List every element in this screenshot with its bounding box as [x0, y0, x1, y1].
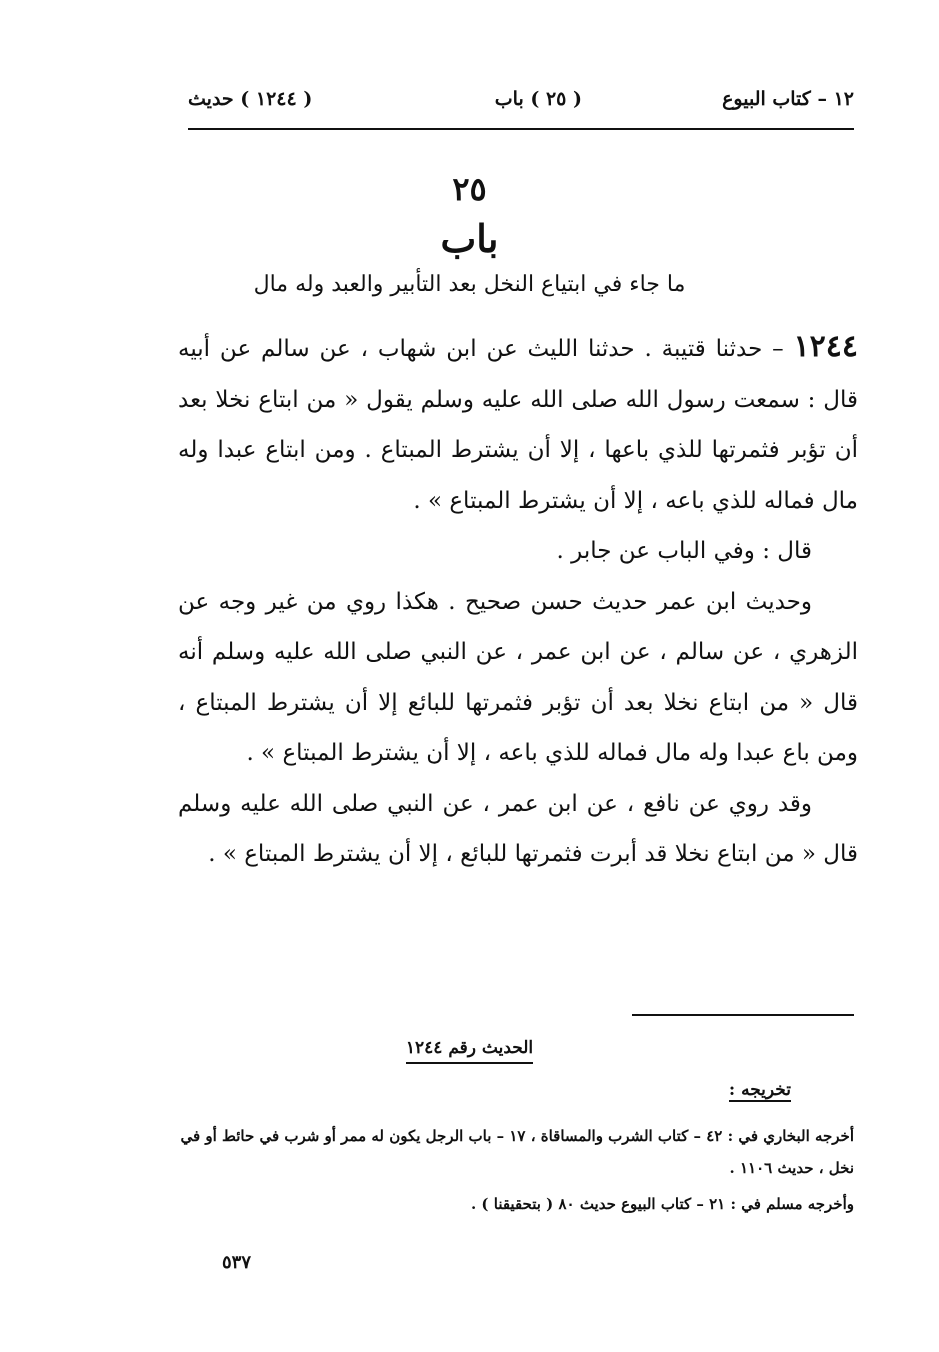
footnote-line: وأخرجه مسلم في : ٢١ – كتاب البيوع حديث ٨٠ ( بتحقيقنا ) . — [470, 1195, 854, 1213]
main-text — [178, 322, 858, 880]
chapter-number: ٢٥ — [452, 170, 487, 208]
chapter-title: ما جاء في ابتياع النخل بعد التأبير والعبد وله مال — [253, 272, 686, 297]
header-rule — [188, 128, 854, 130]
header-chapter: ( ٢٥ ) باب — [494, 88, 582, 110]
notes-title — [0, 1038, 939, 1058]
header-hadith-number: ( ١٢٤٤ ) حديث — [188, 88, 313, 110]
hadith-text: – حدثنا قتيبة . حدثنا الليث عن ابن شهاب ، عن سالم عن أبيه قال : سمعت رسول الله صلى الله عليه وسلم يقول « من ابتاع نخلا بعد أن تؤبر فثمرتها للذي باعها ، إلا أن يشترط المبتاع . ومن ابتاع عبدا وله مال فماله للذي باعه ، إلا أن يشترط المبتاع » . — [178, 336, 858, 514]
page-number: ٥٣٧ — [222, 1252, 252, 1273]
section-end-rule — [632, 1014, 854, 1016]
paragraph-3: وقد روي عن نافع ، عن ابن عمر ، عن النبي صلى الله عليه وسلم قال « من ابتاع نخلا قد أبرت فثمرتها للبائع ، إلا أن يشترط المبتاع » . — [178, 790, 858, 867]
notes-title-text: الحديث رقم ١٢٤٤ — [406, 1038, 533, 1064]
hadith-paragraph — [178, 322, 858, 526]
hadith-number: ١٢٤٤ — [793, 329, 858, 364]
takhrij-label — [729, 1080, 791, 1100]
footnotes — [178, 1120, 854, 1224]
chapter-heading: باب — [440, 216, 499, 261]
footnote-line: أخرجه البخاري في : ٤٢ – كتاب الشرب والمساقاة ، ١٧ – باب الرجل يكون له ممر أو شرب في حائط أو في نخل ، حديث ١١٠٦ . — [180, 1127, 854, 1177]
takhrij-label-text: تخريجه : — [728, 1080, 791, 1100]
paragraph-1: قال : وفي الباب عن جابر . — [556, 538, 812, 564]
paragraph-2: وحديث ابن عمر حديث حسن صحيح . هكذا روي من غير وجه عن الزهري ، عن سالم ، عن ابن عمر ، عن النبي صلى الله عليه وسلم أنه قال « من ابتاع نخلا بعد أن تؤبر فثمرتها للبائع إلا أن يشترط المبتاع ، ومن باع عبدا وله مال فماله للذي باعه ، إلا أن يشترط المبتاع » . — [178, 588, 858, 766]
running-header — [188, 88, 854, 122]
header-book-title: ١٢ – كتاب البيوع — [722, 88, 854, 110]
